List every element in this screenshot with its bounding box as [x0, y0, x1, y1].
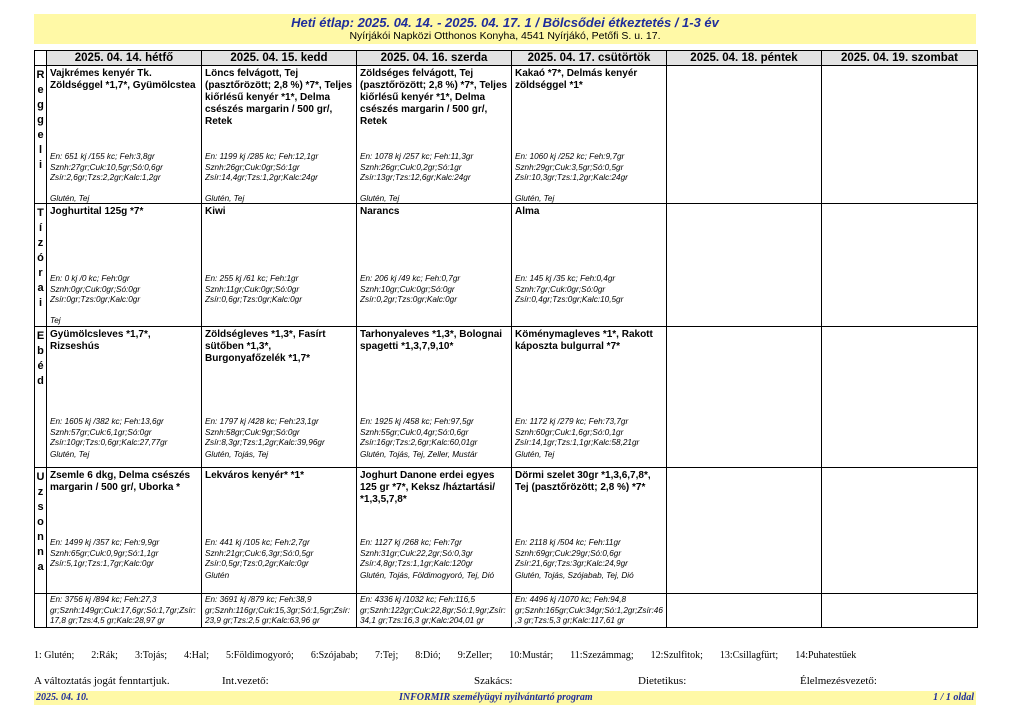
menu-cell [512, 66, 667, 204]
menu-cell [822, 204, 978, 327]
kitchen-address: Nyírjákói Napközi Otthonos Konyha, 4541 Nyírjákó, Petőfi S. u. 17. [349, 30, 661, 42]
menu-cell [202, 66, 357, 204]
day-header: 2025. 04. 19. szombat [822, 51, 978, 66]
corner-cell [35, 51, 47, 66]
meal-label-letter: o [37, 516, 44, 528]
nutrition-line: En: 1499 kj /357 kc; Feh:9,9gr [50, 538, 160, 547]
print-date: 2025. 04. 10. [36, 692, 89, 703]
menu-cell [202, 468, 357, 594]
menu-cell [357, 327, 512, 468]
dish-name: Kakaó *7*, Delmás kenyér zöldséggel *1* [515, 68, 638, 91]
meal-label-letter: d [37, 375, 44, 387]
legend-item: 1: Glutén; [34, 650, 75, 661]
nutrition-line: Zsír:2,6gr;Tzs:2,2gr;Kalc:1,2gr [50, 173, 161, 182]
nutrition-line: En: 206 kj /49 kc; Feh:0,7gr [360, 274, 461, 283]
nutrition-line: Zsír:10gr;Tzs:0,6gr;Kalc:27,77gr [50, 438, 168, 447]
menu-title: Heti étlap: 2025. 04. 14. - 2025. 04. 17. 1 / Bölcsődei étkeztetés / 1-3 év [291, 15, 719, 30]
nutrition-line: En: 1172 kj /279 kc; Feh:73,7gr [515, 417, 629, 426]
nutrition-line: Sznh:21gr;Cuk:6,3gr;Só:0,5gr [205, 548, 314, 558]
dish-name: Zsemle 6 dkg, Delma csészés margarin / 500 gr/, Uborka * [50, 470, 191, 493]
menu-cell [667, 66, 822, 204]
meal-label-letter: a [37, 561, 44, 573]
nutrition-line: Sznh:57gr;Cuk:6,1gr;Só:0gr [50, 427, 152, 437]
nutrition-line: Zsír:14,4gr;Tzs:1,2gr;Kalc:24gr [205, 173, 318, 182]
chef-signature-label: Szakács: [474, 675, 513, 687]
nutrition-line: Sznh:65gr;Cuk:0,9gr;Só:1,1gr [50, 548, 159, 558]
manager-signature-label: Int.vezető: [222, 675, 269, 687]
meal-label [35, 327, 47, 468]
nutrition-line: En: 255 kj /61 kc; Feh:1gr [205, 274, 299, 283]
menu-cell [667, 204, 822, 327]
nutrition-line: En: 0 kj /0 kc; Feh:0gr [50, 274, 130, 283]
daily-total-cell [667, 594, 822, 628]
legend-item: 9:Zeller; [457, 650, 493, 661]
legend-item: 8:Dió; [415, 650, 441, 661]
nutrition-line: Sznh:55gr;Cuk:0,4gr;Só:0,6gr [360, 427, 469, 437]
meal-label-letter: E [36, 330, 45, 342]
daily-total-line: En: 4336 kj /1032 kc; Feh:116,5 [360, 595, 476, 604]
legend-item: 10:Mustár; [509, 650, 554, 661]
nutrition-line: En: 1605 kj /382 kc; Feh:13,6gr [50, 417, 164, 426]
day-header: 2025. 04. 17. csütörtök [512, 51, 667, 66]
legend-item: 4:Hal; [184, 650, 210, 661]
rights-note: A változtatás jogát fenntartjuk. [34, 675, 170, 687]
meal-label-letter: z [37, 486, 44, 498]
nutrition-line: Sznh:26gr;Cuk:0gr;Só:1gr [205, 162, 300, 172]
nutrition-line: Zsír:14,1gr;Tzs:1,1gr;Kalc:58,21gr [515, 438, 640, 447]
meal-label-letter: g [37, 114, 44, 126]
meal-label-letter: n [37, 531, 44, 543]
allergen-list: Glutén, Tej [205, 194, 245, 203]
nutrition-line: En: 1199 kj /285 kc; Feh:12,1gr [205, 152, 319, 161]
page-number: 1 / 1 oldal [933, 692, 974, 703]
daily-total-cell [202, 594, 357, 628]
daily-total-cell [357, 594, 512, 628]
meal-row-afternoon-snack [35, 468, 978, 594]
nutrition-line: Sznh:58gr;Cuk:9gr;Só:0gr [205, 427, 300, 437]
daily-total-line: 17,8 gr;Tzs:4,5 gr;Kalc:28,97 gr [50, 616, 165, 625]
meal-label-letter: R [36, 69, 45, 81]
daily-total-line: 34,1 gr;Tzs:16,3 gr;Kalc:204,01 gr [360, 616, 484, 625]
dish-name: Alma [515, 206, 540, 217]
dish-name: Kiwi [205, 206, 226, 217]
nutrition-line: Sznh:69gr;Cuk:29gr;Só:0,6gr [515, 548, 622, 558]
nutrition-line: Sznh:10gr;Cuk:0gr;Só:0gr [360, 284, 455, 294]
nutrition-line: En: 1127 kj /268 kc; Feh:7gr [360, 538, 462, 547]
dish-name: Joghurt Danone erdei egyes 125 gr *7*, Keksz /háztartási/ *1,3,5,7,8* [360, 470, 496, 505]
menu-cell [357, 66, 512, 204]
day-header: 2025. 04. 15. kedd [202, 51, 357, 66]
meal-label-letter: b [37, 345, 44, 357]
dish-name: Köménymagleves *1*, Rakott káposzta bulgurral *7* [515, 329, 653, 352]
daily-total-line: En: 3756 kj /894 kc; Feh:27,3 [50, 595, 157, 604]
nutrition-line: Sznh:26gr;Cuk:0,2gr;Só:1gr [360, 162, 462, 172]
nutrition-line: Zsír:0,5gr;Tzs:0,2gr;Kalc:0gr [205, 559, 309, 568]
dish-name [667, 468, 821, 470]
allergen-list: Glutén, Tej [50, 450, 90, 459]
nutrition-line: Zsír:21,6gr;Tzs:3gr;Kalc:24,9gr [515, 559, 628, 568]
dish-name [822, 66, 977, 68]
dish-name: Vajkrémes kenyér Tk. Zöldséggel *1,7*, Gyümölcstea [50, 68, 196, 91]
day-header: 2025. 04. 14. hétfő [47, 51, 202, 66]
allergen-legend [34, 650, 976, 661]
dish-name [822, 468, 977, 470]
allergen-list: Glutén [205, 571, 230, 580]
daily-total-line: gr;Sznh:122gr;Cuk:22,8gr;Só:1,9gr;Zsír: [360, 605, 506, 615]
menu-cell [357, 204, 512, 327]
daily-total-cell [822, 594, 978, 628]
nutrition-line: En: 441 kj /105 kc; Feh:2,7gr [205, 538, 310, 547]
allergen-list: Glutén, Tej [515, 194, 555, 203]
nutrition-line: Zsír:0,6gr;Tzs:0gr;Kalc:0gr [205, 295, 302, 304]
nutrition-line: En: 145 kj /35 kc; Feh:0,4gr [515, 274, 616, 283]
dish-name: Joghurtital 125g *7* [50, 206, 144, 217]
meal-label-letter: U [36, 471, 45, 483]
daily-total-line: En: 3691 kj /879 kc; Feh:38,9 [205, 595, 312, 604]
daily-total-line: En: 4496 kj /1070 kc; Feh:94,8 [515, 595, 627, 604]
legend-item: 2:Rák; [91, 650, 118, 661]
nutrition-line: Sznh:29gr;Cuk:3,5gr;Só:0,5gr [515, 162, 624, 172]
legend-item: 11:Szezámmag; [570, 650, 634, 661]
menu-cell [822, 327, 978, 468]
meal-label-letter: l [38, 144, 43, 156]
meal-row-lunch [35, 327, 978, 468]
nutrition-line: Sznh:7gr;Cuk:0gr;Só:0gr [515, 284, 606, 294]
menu-cell [667, 468, 822, 594]
meal-label-letter: e [37, 129, 44, 141]
legend-item: 13:Csillagfürt; [719, 650, 779, 661]
meal-label-letter: i [38, 159, 43, 171]
nutrition-line: Sznh:60gr;Cuk:1,6gr;Só:0,1gr [515, 427, 624, 437]
signature-line [34, 675, 976, 689]
meal-label-letter: n [37, 546, 44, 558]
nutrition-line: Zsír:13gr;Tzs:12,6gr;Kalc:24gr [360, 173, 471, 182]
meal-label-letter: é [37, 360, 44, 372]
allergen-list: Glutén, Tej [360, 194, 400, 203]
allergen-list: Glutén, Tej [50, 194, 90, 203]
nutrition-line: Zsír:4,8gr;Tzs:1,1gr;Kalc:120gr [360, 559, 473, 568]
daily-total-cell [47, 594, 202, 628]
legend-item: 3:Tojás; [134, 650, 168, 661]
menu-cell [512, 204, 667, 327]
dish-name [667, 327, 821, 329]
nutrition-line: Zsír:10,3gr;Tzs:1,2gr;Kalc:24gr [515, 173, 628, 182]
meal-label [35, 66, 47, 204]
dish-name: Dörmi szelet 30gr *1,3,6,7,8*, Tej (pasztőrözött; 2,8 %) *7* [515, 470, 651, 493]
daily-total-line: gr;Sznh:149gr;Cuk:17,6gr;Só:1,7gr;Zsír: [50, 605, 196, 615]
legend-item: 14:Puhatestűek [795, 650, 857, 661]
allergen-list: Glutén, Tojás, Tej, Zeller, Mustár [360, 450, 478, 459]
daily-total-line: 23,9 gr;Tzs:2,5 gr;Kalc:63,96 gr [205, 616, 320, 625]
dish-name [822, 204, 977, 206]
legend-item: 6:Szójabab; [310, 650, 359, 661]
legend-item: 12:Szulfitok; [650, 650, 703, 661]
nutrition-line: Zsír:0,2gr;Tzs:0gr;Kalc:0gr [360, 295, 457, 304]
menu-cell [47, 327, 202, 468]
nutrition-line: Zsír:5,1gr;Tzs:1,7gr;Kalc:0gr [50, 559, 154, 568]
dish-name: Gyümölcsleves *1,7*, Rizseshús [50, 329, 151, 352]
menu-cell [357, 468, 512, 594]
dish-name: Zöldséges felvágott, Tej (pasztőrözött; 2,8 %) *7*, Teljes kiőrlésű kenyér *1*, Delma csészés margarin / 500 gr/, Retek [360, 68, 508, 127]
nutrition-line: Sznh:31gr;Cuk:22,2gr;Só:0,3gr [360, 548, 473, 558]
menu-header [34, 14, 976, 44]
meal-label-letter: a [37, 282, 44, 294]
dish-name [667, 66, 821, 68]
nutrition-line: En: 2118 kj /504 kc; Feh:11gr [515, 538, 621, 547]
nutrition-line: Zsír:0,4gr;Tzs:0gr;Kalc:10,5gr [515, 295, 624, 304]
nutrition-line: En: 1078 kj /257 kc; Feh:11,3gr [360, 152, 474, 161]
menu-cell [47, 468, 202, 594]
dish-name [667, 204, 821, 206]
meal-label-letter: T [37, 207, 44, 219]
nutrition-line: En: 1797 kj /428 kc; Feh:23,1gr [205, 417, 319, 426]
meal-label [35, 468, 47, 594]
allergen-list: Glutén, Tojás, Tej [205, 450, 269, 459]
totals-label-cell [35, 594, 47, 628]
meal-label-letter: r [38, 267, 43, 279]
dish-name: Zöldségleves *1,3*, Fasírt sütőben *1,3*, Burgonyafőzelék *1,7* [205, 329, 326, 364]
meal-label-letter: ó [37, 252, 44, 264]
daily-total-cell [512, 594, 667, 628]
meal-label-letter: s [37, 501, 44, 513]
daily-total-line: gr;Sznh:165gr;Cuk:34gr;Só:1,2gr;Zsír:46 [515, 605, 663, 615]
nutrition-line: En: 1925 kj /458 kc; Feh:97,5gr [360, 417, 474, 426]
nutrition-line: En: 1060 kj /252 kc; Feh:9,7gr [515, 152, 625, 161]
allergen-list: Glutén, Tej [515, 450, 555, 459]
meal-label [35, 204, 47, 327]
meal-label-letter: i [38, 297, 43, 309]
menu-cell [47, 66, 202, 204]
menu-cell [512, 468, 667, 594]
nutrition-line: En: 651 kj /155 kc; Feh:3,8gr [50, 152, 155, 161]
allergen-list: Glutén, Tojás, Szójabab, Tej, Dió [515, 571, 634, 580]
weekly-menu-table [34, 50, 978, 628]
meal-row-breakfast [35, 66, 978, 204]
page-footer [34, 691, 976, 705]
daily-total-line: ,3 gr;Tzs:5,3 gr;Kalc:117,61 gr [515, 616, 625, 625]
daily-totals-row [35, 594, 978, 628]
daily-total-line: gr;Sznh:116gr;Cuk:15,3gr;Só:1,5gr;Zsír: [205, 605, 351, 615]
nutrition-line: Sznh:27gr;Cuk:10,5gr;Só:0,6gr [50, 162, 163, 172]
legend-item: 5:Földimogyoró; [226, 650, 294, 661]
nutrition-line: Sznh:0gr;Cuk:0gr;Só:0gr [50, 284, 141, 294]
meal-label-letter: í [38, 222, 43, 234]
menu-cell [202, 204, 357, 327]
nutrition-line: Zsír:16gr;Tzs:2,6gr;Kalc:60,01gr [360, 438, 478, 447]
nutrition-line: Zsír:0gr;Tzs:0gr;Kalc:0gr [50, 295, 141, 304]
nutrition-line: Zsír:8,3gr;Tzs:1,2gr;Kalc:39,96gr [205, 438, 325, 447]
dish-name: Narancs [360, 206, 400, 217]
day-header-row [35, 51, 978, 66]
dietitian-signature-label: Dietetikus: [638, 675, 687, 687]
meal-row-morning-snack [35, 204, 978, 327]
legend-item: 7:Tej; [375, 650, 399, 661]
day-header: 2025. 04. 18. péntek [667, 51, 822, 66]
nutrition-line: Sznh:11gr;Cuk:0gr;Só:0gr [205, 284, 300, 294]
menu-cell [202, 327, 357, 468]
menu-cell [667, 327, 822, 468]
day-header: 2025. 04. 16. szerda [357, 51, 512, 66]
menu-cell [822, 66, 978, 204]
meal-label-letter: e [37, 84, 44, 96]
dish-name [822, 327, 977, 329]
menu-cell [47, 204, 202, 327]
allergen-list: Tej [50, 316, 61, 325]
meal-label-letter: z [37, 237, 44, 249]
meal-label-letter: g [37, 99, 44, 111]
program-name: INFORMIR személyügyi nyilvántartó program [399, 692, 593, 703]
food-manager-signature-label: Élelmezésvezető: [800, 675, 877, 687]
dish-name: Löncs felvágott, Tej (pasztőrözött; 2,8 %) *7*, Teljes kiőrlésű kenyér *1*, Delma csészés margarin / 500 gr/, Retek [205, 68, 353, 127]
allergen-list: Glutén, Tojás, Földimogyoró, Tej, Dió [360, 571, 495, 580]
menu-cell [512, 327, 667, 468]
dish-name: Lekváros kenyér* *1* [205, 470, 304, 481]
dish-name: Tarhonyaleves *1,3*, Bolognai spagetti *1,3,7,9,10* [360, 329, 503, 352]
menu-cell [822, 468, 978, 594]
